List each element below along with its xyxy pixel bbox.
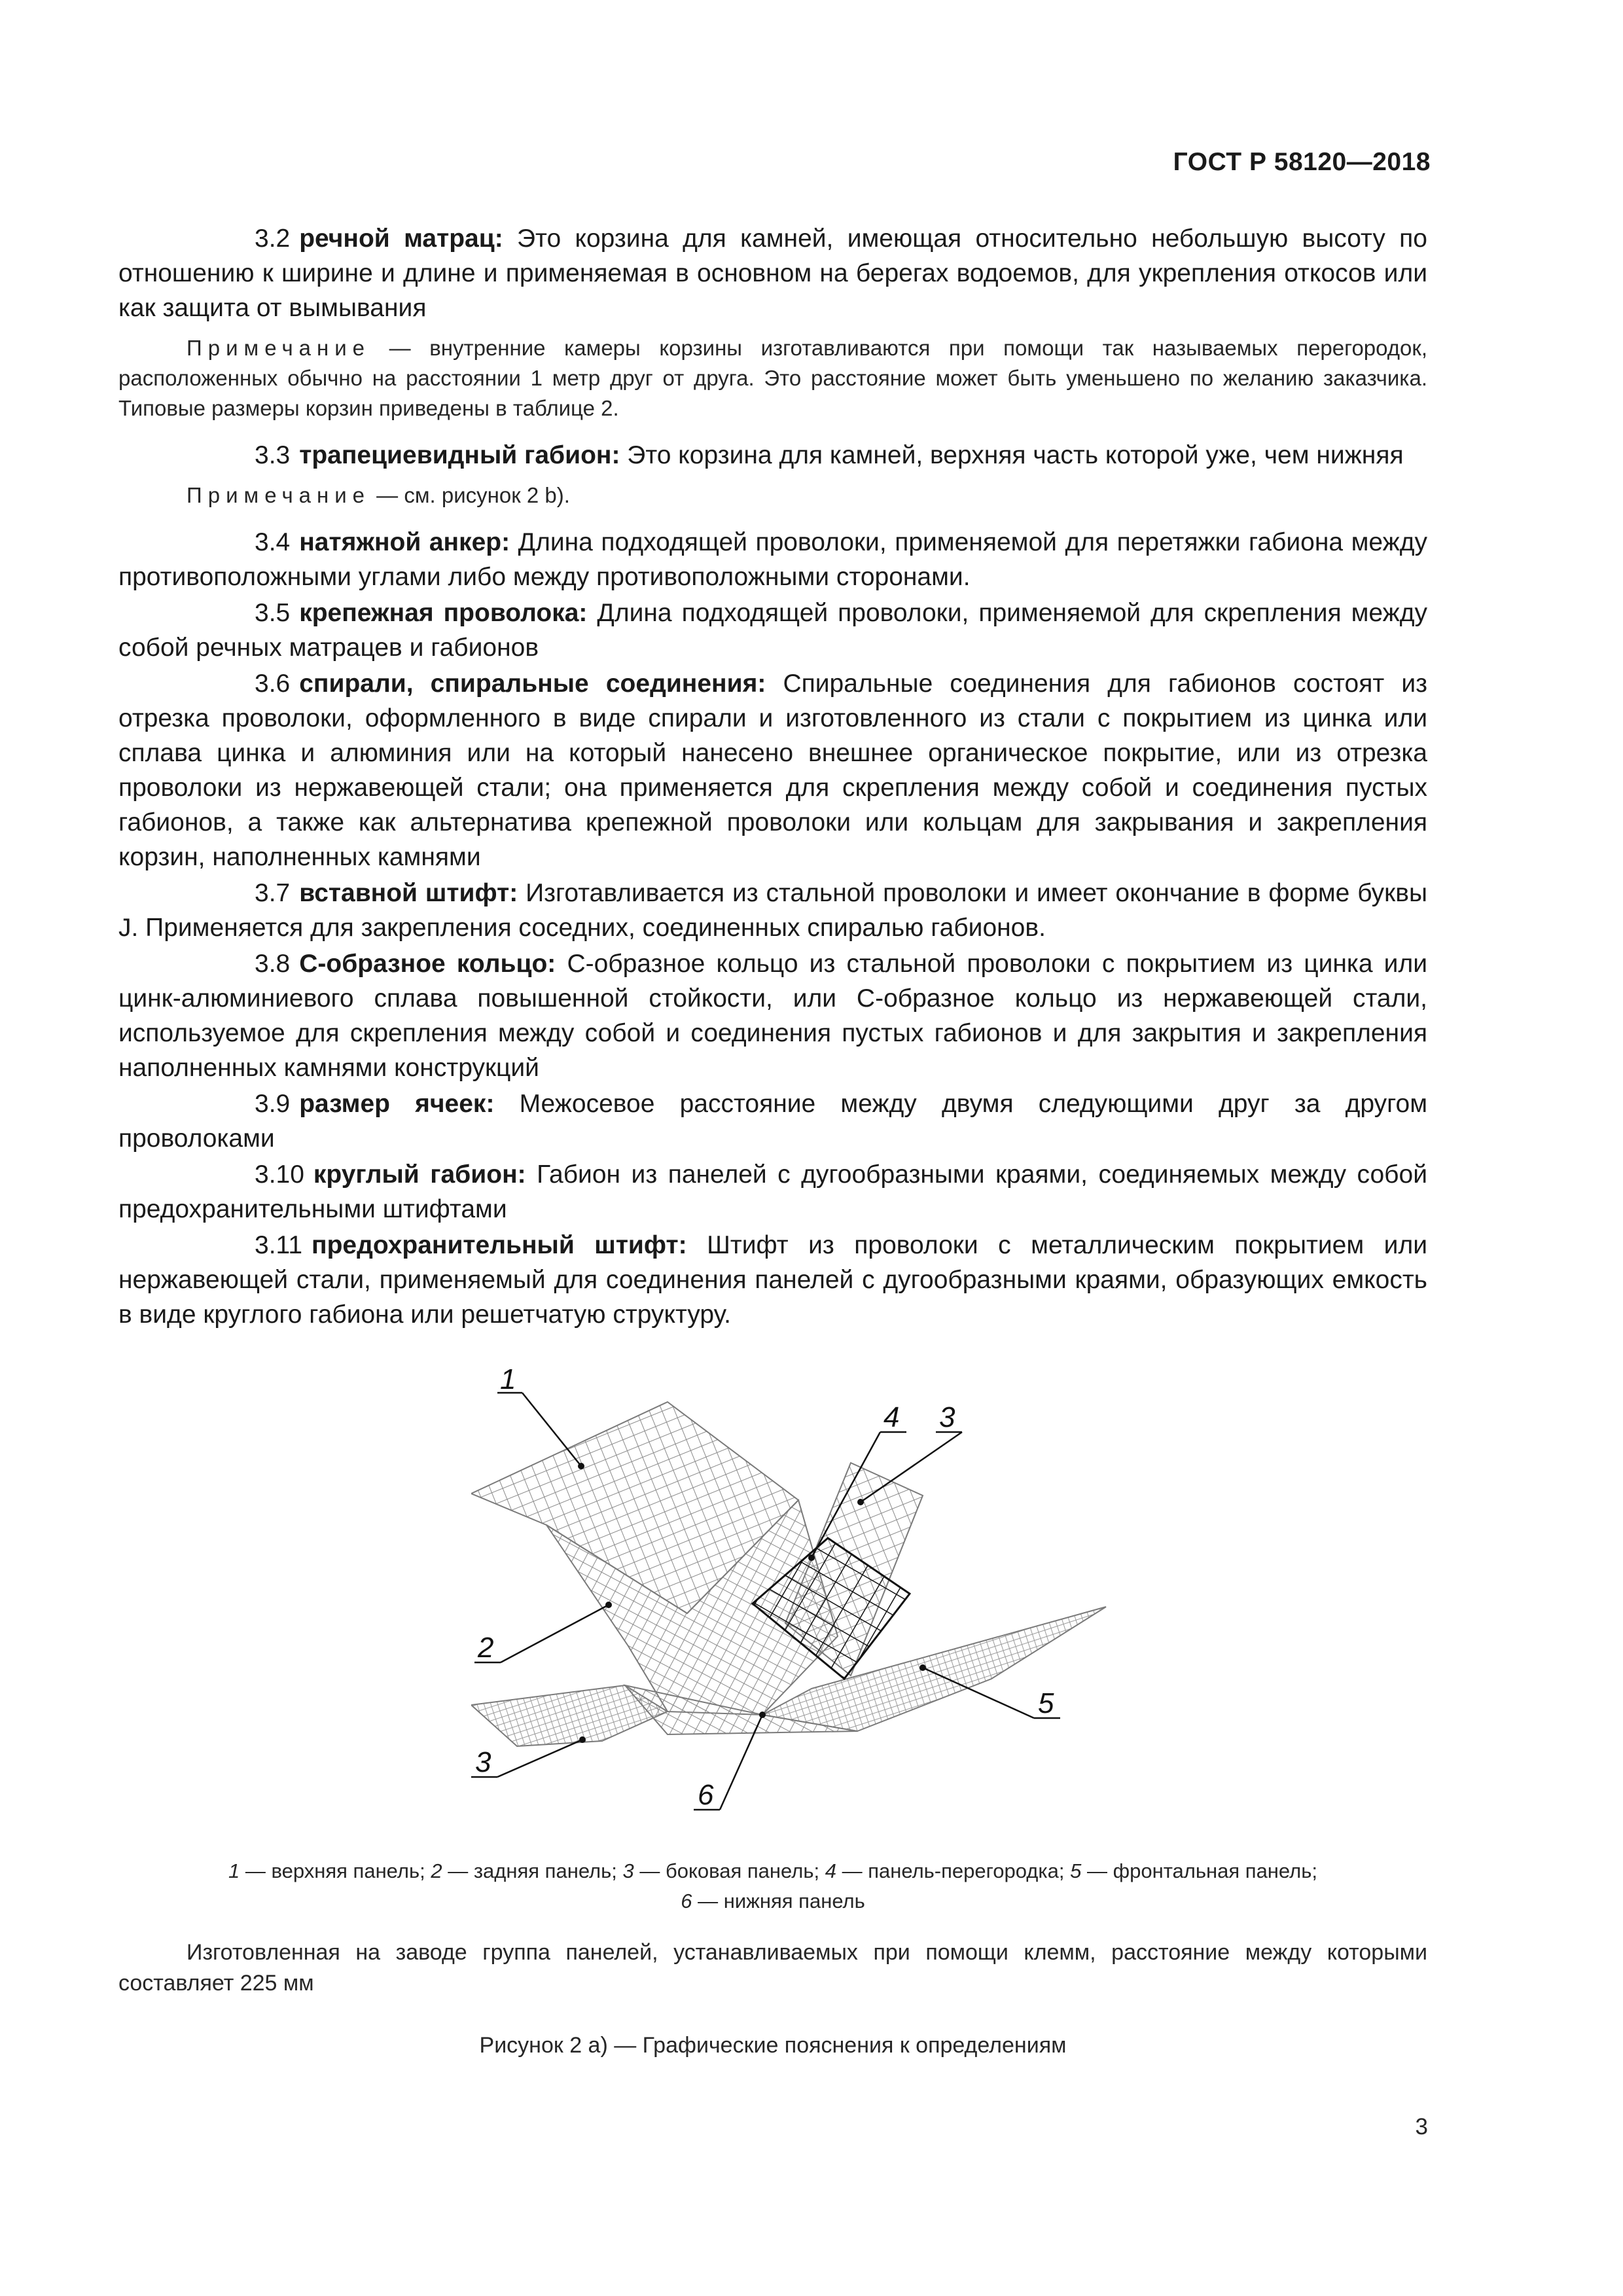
legend-text: — задняя панель; <box>442 1859 623 1882</box>
legend-text: — верхняя панель; <box>240 1859 431 1882</box>
clause-number: 3.4 <box>255 528 291 556</box>
figure-label-1: 1 <box>500 1363 516 1395</box>
note-label: Примечание <box>187 336 371 360</box>
figure-legend <box>118 1856 1427 1916</box>
note-text: — см. рисунок 2 b). <box>370 483 570 507</box>
gabion-figure <box>471 1348 1126 1833</box>
definition-3-6 <box>118 666 1427 874</box>
clause-number: 3.7 <box>255 879 291 907</box>
leader-dot-5 <box>919 1664 926 1671</box>
leader-dot-3-top <box>857 1499 864 1505</box>
definition-text: Спиральные соединения для габионов состоят из отрезка проволоки, оформленного в виде спирали и изготовленного из стали с покрытием из цинка или сплава цинка и алюминия или на который нанесено внешнее органическое покрытие, или из отрезка проволоки из нержавеющей стали; она применяется для скрепления между собой и соединения пустых габионов, а также как альтернатива крепежной проволоки или кольцам для закрывания и закрепления корзин, наполненных камнями <box>118 670 1427 871</box>
legend-index: 4 <box>825 1859 836 1882</box>
legend-line-1 <box>118 1856 1427 1886</box>
legend-index: 6 <box>681 1890 692 1912</box>
clause-number: 3.5 <box>255 599 291 627</box>
page-number: 3 <box>1415 2114 1428 2140</box>
clause-number: 3.8 <box>255 950 291 978</box>
leader-dot-3-bottom <box>579 1736 586 1743</box>
term: спирали, спиральные соединения: <box>299 670 766 698</box>
definition-text: Длина подходящей проволоки, применяемой для перетяжки габиона между противоположными углами либо между противоположными сторонами. <box>118 528 1427 591</box>
term: размер ячеек: <box>299 1090 495 1118</box>
clause-number: 3.3 <box>255 441 291 469</box>
figure-label-3-top: 3 <box>939 1401 955 1433</box>
definition-text: Межосевое расстояние между двумя следующими друг за другом проволоками <box>118 1090 1428 1153</box>
clause-number: 3.11 <box>255 1231 303 1259</box>
figure-label-5: 5 <box>1038 1687 1054 1719</box>
leader-line-1 <box>522 1393 581 1466</box>
term: крепежная проволока: <box>299 599 588 627</box>
term: трапециевидный габион: <box>299 441 620 469</box>
definitions-body <box>118 221 1427 1333</box>
legend-index: 1 <box>228 1859 240 1882</box>
definition-3-3 <box>118 438 1427 473</box>
leader-line-2 <box>501 1605 609 1662</box>
definition-text: Это корзина для камней, верхняя часть которой уже, чем нижняя <box>620 441 1404 469</box>
definition-text: Штифт из проволоки с металлическим покрытием или нержавеющей стали, применяемый для соединения панелей с дугообразными краями, образующих емкость в виде круглого габиона или решетчатую структуру. <box>118 1231 1427 1329</box>
figure-label-3-bottom: 3 <box>475 1746 491 1778</box>
clause-number: 3.2 <box>255 224 291 253</box>
note-text: — внутренние камеры корзины изготавливаются при помощи так называемых перегородок, расположенных обычно на расстоянии 1 метр друг от друга. Это расстояние может быть уменьшено по желанию заказчика. Типовые размеры корзин приведены в таблице 2. <box>118 336 1427 420</box>
note-label: Примечание <box>187 483 371 507</box>
definition-3-9 <box>118 1086 1427 1156</box>
definition-text: Длина подходящей проволоки, применяемой для скрепления между собой речных матрацев и габионов <box>118 599 1427 662</box>
definition-text: Изготавливается из стальной проволоки и имеет окончание в форме буквы J. Применяется для закрепления соседних, соединенных спиралью габионов. <box>118 879 1427 942</box>
leader-dot-1 <box>578 1463 584 1469</box>
figure-label-4: 4 <box>883 1401 900 1433</box>
term: речной матрац: <box>299 224 503 253</box>
definition-3-7 <box>118 876 1427 945</box>
figure-label-6: 6 <box>698 1779 714 1811</box>
legend-index: 3 <box>622 1859 634 1882</box>
figure-description: Изготовленная на заводе группа панелей, устанавливаемых при помощи клемм, расстояние между которыми составляет 225 мм <box>118 1940 1427 1996</box>
definition-3-11 <box>118 1228 1427 1332</box>
legend-text: — фронтальная панель; <box>1081 1859 1317 1882</box>
legend-index: 5 <box>1070 1859 1082 1882</box>
term: круглый габион: <box>313 1160 526 1189</box>
figure-label-2: 2 <box>478 1632 494 1664</box>
clause-number: 3.6 <box>255 670 291 698</box>
legend-line-2 <box>118 1886 1427 1916</box>
definition-3-10 <box>118 1157 1427 1227</box>
definition-3-8 <box>118 946 1427 1085</box>
gabion-diagram <box>471 1348 1126 1833</box>
legend-text: — нижняя панель <box>692 1890 865 1912</box>
term: предохранительный штифт: <box>312 1231 687 1259</box>
term: С-образное кольцо: <box>299 950 556 978</box>
figure-caption: Рисунок 2 а) — Графические пояснения к определениям <box>479 2033 1067 2058</box>
clause-number: 3.9 <box>255 1090 291 1118</box>
definition-text: С-образное кольцо из стальной проволоки с покрытием из цинка или цинк-алюминиевого сплава повышенной стойкости, или С-образное кольцо из нержавеющей стали, используемое для скрепления между собой и соединения пустых габионов и для закрытия и закрепления наполненных камнями конструкций <box>118 950 1427 1082</box>
definition-3-5 <box>118 596 1427 665</box>
note-3-3 <box>118 480 1427 511</box>
legend-text: — панель-перегородка; <box>836 1859 1071 1882</box>
definition-text: Это корзина для камней, имеющая относительно небольшую высоту по отношению к ширине и длине и применяемая в основном на берегах водоемов, для укрепления откосов или как защита от вымывания <box>118 224 1427 322</box>
definition-text: Габион из панелей с дугообразными краями, соединяемых между собой предохранительными штифтами <box>118 1160 1427 1223</box>
note-3-2 <box>118 333 1427 423</box>
leader-dot-6 <box>759 1712 766 1718</box>
term: вставной штифт: <box>299 879 518 907</box>
clause-number: 3.10 <box>255 1160 304 1189</box>
legend-index: 2 <box>431 1859 442 1882</box>
standard-header: ГОСТ Р 58120—2018 <box>1173 148 1431 176</box>
term: натяжной анкер: <box>299 528 510 556</box>
definition-3-4 <box>118 525 1427 594</box>
legend-text: — боковая панель; <box>633 1859 825 1882</box>
leader-dot-4 <box>808 1554 815 1561</box>
leader-dot-2 <box>605 1602 612 1608</box>
definition-3-2 <box>118 221 1427 325</box>
